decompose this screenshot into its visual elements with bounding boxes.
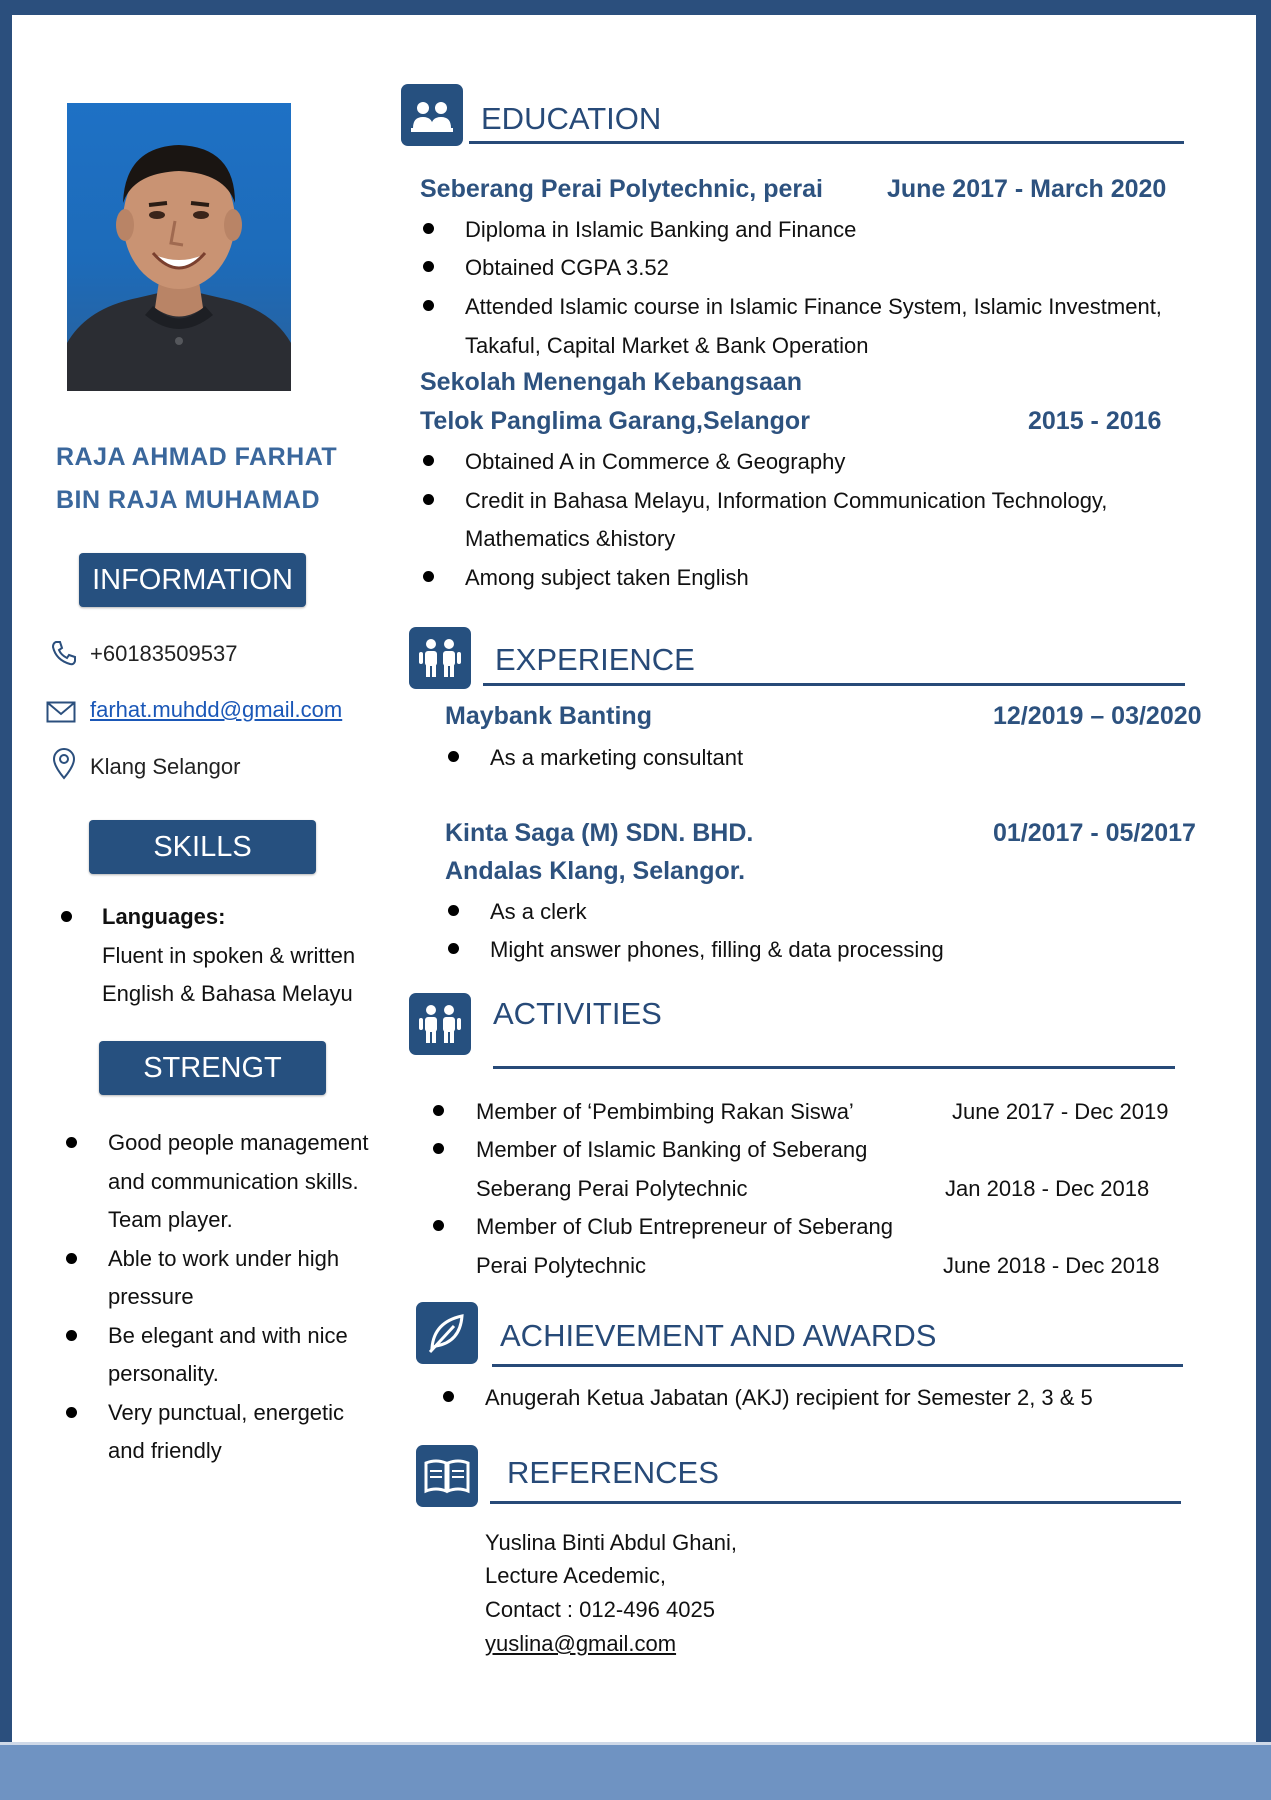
profile-photo	[67, 103, 291, 391]
job-2-company-line-2: Andalas Klang, Selangor.	[445, 857, 746, 885]
school-1-bullet-3: Attended Islamic course in Islamic Finance System, Islamic Investment,	[465, 294, 1162, 319]
strength-2-line-1: Able to work under high	[108, 1246, 340, 1271]
email-icon	[46, 701, 76, 728]
activity-2-line-1: Member of Islamic Banking of Seberang	[476, 1137, 868, 1162]
skills-heading: SKILLS	[89, 820, 316, 874]
activity-2-line-2: Seberang Perai Polytechnic	[476, 1176, 748, 1201]
languages-line-2: English & Bahasa Melayu	[102, 981, 353, 1006]
bullet	[66, 1407, 77, 1418]
leaf-icon	[416, 1302, 478, 1364]
bullet	[61, 911, 72, 922]
reference-name: Yuslina Binti Abdul Ghani,	[485, 1530, 737, 1555]
activities-rule	[493, 1066, 1175, 1069]
email-link[interactable]: farhat.muhdd@gmail.com	[90, 697, 343, 722]
location-text: Klang Selangor	[90, 754, 241, 779]
activity-3-line-1: Member of Club Entrepreneur of Seberang	[476, 1214, 894, 1239]
bullet	[423, 223, 434, 234]
job-2-date: 01/2017 - 05/2017	[993, 819, 1196, 847]
job-2-bullet-2: Might answer phones, filling & data processing	[490, 937, 944, 962]
achievements-title: ACHIEVEMENT AND AWARDS	[500, 1318, 937, 1353]
page-border-top	[0, 0, 1271, 15]
activity-2-date: Jan 2018 - Dec 2018	[945, 1176, 1150, 1201]
activities-title: ACTIVITIES	[493, 996, 662, 1031]
phone-number[interactable]: +60183509537	[90, 641, 238, 666]
strength-3-line-1: Be elegant and with nice	[108, 1323, 348, 1348]
reference-email-link[interactable]: yuslina@gmail.com	[485, 1631, 677, 1656]
job-2-bullet-1: As a clerk	[490, 899, 587, 924]
strength-2-line-2: pressure	[108, 1284, 194, 1309]
bullet	[423, 261, 434, 272]
job-2-company-line-1: Kinta Saga (M) SDN. BHD.	[445, 819, 754, 847]
job-1-date: 12/2019 – 03/2020	[993, 702, 1202, 730]
references-title: REFERENCES	[507, 1455, 719, 1490]
school-1-name: Seberang Perai Polytechnic, perai	[420, 175, 823, 203]
full-name-line-1: RAJA AHMAD FARHAT	[56, 443, 338, 471]
school-2-bullet-3: Among subject taken English	[465, 565, 749, 590]
phone-icon	[50, 639, 78, 672]
bullet	[448, 943, 459, 954]
education-icon	[401, 84, 463, 146]
page-border-right	[1256, 0, 1271, 1800]
school-2-bullet-2-cont: Mathematics &history	[465, 526, 676, 551]
school-1-bullet-3-cont: Takaful, Capital Market & Bank Operation	[465, 333, 869, 358]
bullet	[448, 751, 459, 762]
reference-role: Lecture Acedemic,	[485, 1563, 666, 1588]
bullet	[433, 1105, 444, 1116]
page-border-left	[0, 0, 12, 1800]
education-title: EDUCATION	[481, 101, 662, 136]
information-heading: INFORMATION	[79, 553, 306, 607]
activity-3-line-2: Perai Polytechnic	[476, 1253, 646, 1278]
footer-band	[0, 1742, 1271, 1800]
bullet	[423, 300, 434, 311]
bullet	[423, 571, 434, 582]
activity-3-date: June 2018 - Dec 2018	[943, 1253, 1160, 1278]
bullet	[433, 1220, 444, 1231]
job-1-company: Maybank Banting	[445, 702, 652, 730]
strength-heading: STRENGT	[99, 1041, 326, 1095]
bullet	[66, 1137, 77, 1148]
languages-label: Languages:	[102, 904, 226, 929]
languages-line-1: Fluent in spoken & written	[102, 943, 356, 968]
achievement-1: Anugerah Ketua Jabatan (AKJ) recipient for Semester 2, 3 & 5	[485, 1385, 1093, 1410]
reference-contact: Contact : 012-496 4025	[485, 1597, 715, 1622]
job-1-bullet-1: As a marketing consultant	[490, 745, 744, 770]
achievements-rule	[492, 1364, 1183, 1367]
strength-4-line-1: Very punctual, energetic	[108, 1400, 345, 1425]
references-rule	[490, 1501, 1181, 1504]
experience-rule	[483, 683, 1185, 686]
bullet	[443, 1391, 454, 1402]
activities-icon	[409, 993, 471, 1055]
school-1-bullet-2: Obtained CGPA 3.52	[465, 255, 669, 280]
bullet	[423, 494, 434, 505]
bullet	[433, 1143, 444, 1154]
bullet	[66, 1330, 77, 1341]
school-2-name-line-2: Telok Panglima Garang,Selangor	[420, 407, 810, 435]
school-1-date: June 2017 - March 2020	[887, 175, 1167, 203]
strength-1-line-2: and communication skills.	[108, 1169, 359, 1194]
school-1-bullet-1: Diploma in Islamic Banking and Finance	[465, 217, 857, 242]
education-rule	[469, 141, 1184, 144]
location-pin-icon	[51, 748, 77, 785]
activity-1-line-1: Member of ‘Pembimbing Rakan Siswa’	[476, 1099, 854, 1124]
strength-4-line-2: and friendly	[108, 1438, 222, 1463]
book-icon	[416, 1445, 478, 1507]
bullet	[66, 1253, 77, 1264]
strength-1-line-1: Good people management	[108, 1130, 369, 1155]
strength-3-line-2: personality.	[108, 1361, 219, 1386]
experience-icon	[409, 627, 471, 689]
strength-1-line-3: Team player.	[108, 1207, 233, 1232]
full-name-line-2: BIN RAJA MUHAMAD	[56, 486, 321, 514]
bullet	[423, 455, 434, 466]
school-2-name-line-1: Sekolah Menengah Kebangsaan	[420, 368, 803, 396]
bullet	[448, 905, 459, 916]
school-2-bullet-1: Obtained A in Commerce & Geography	[465, 449, 846, 474]
school-2-bullet-2: Credit in Bahasa Melayu, Information Communication Technology,	[465, 488, 1108, 513]
school-2-date: 2015 - 2016	[1028, 407, 1162, 435]
activity-1-date: June 2017 - Dec 2019	[952, 1099, 1169, 1124]
footer-band-edge	[0, 1742, 1271, 1745]
experience-title: EXPERIENCE	[495, 642, 695, 677]
